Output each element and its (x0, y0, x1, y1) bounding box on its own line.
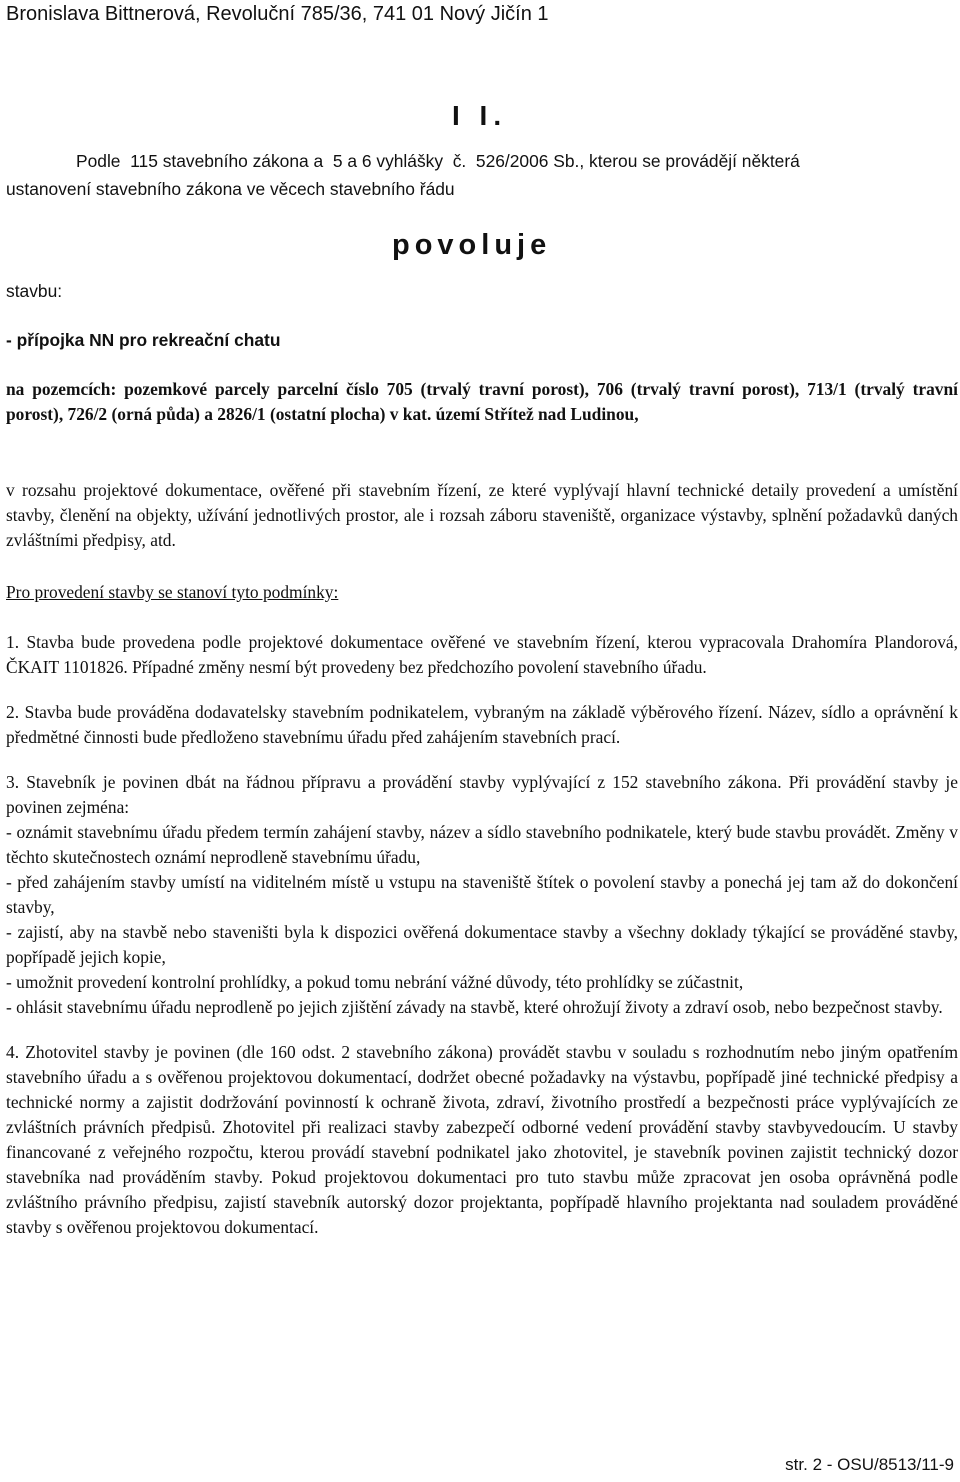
page-footer: str. 2 - OSU/8513/11-9 (785, 1455, 954, 1474)
header-address: Bronislava Bittnerová, Revoluční 785/36, 741 01 Nový Jičín 1 (6, 3, 549, 25)
legal-basis-line-1: Podle 115 stavebního zákona a 5 a 6 vyhlášky č. 526/2006 Sb., kterou se provádějí některá (76, 151, 800, 171)
legal-basis-line-2: ustanovení stavebního zákona ve věcech stavebního řádu (6, 179, 455, 199)
scope-paragraph: v rozsahu projektové dokumentace, ověřené při stavebním řízení, ze které vyplývají hlavní technické detaily provedení a umístění stavby, členění na objekty, užívání jednotlivých prostor, ale i rozsah záboru staveniště, organizace výstavby, splnění požadavků daných zvláštními předpisy, atd. (6, 480, 958, 550)
building-name: - přípojka NN pro rekreační chatu (6, 330, 281, 350)
parcel-location: na pozemcích: pozemkové parcely parcelní číslo 705 (trvalý travní porost), 706 (trvalý travní porost), 713/1 (trvalý travní porost), 726/2 (orná půda) a 2826/1 (ostatní plocha) v kat. území Střítež nad Ludinou, (6, 379, 958, 424)
conditions-heading: Pro provedení stavby se stanoví tyto podmínky: (6, 582, 339, 602)
condition-3-item: - oznámit stavebnímu úřadu předem termín zahájení stavby, název a sídlo stavebního podnikatele, který bude stavbu provádět. Změny v těchto skutečnostech oznámí neprodleně stavebnímu úřadu, (6, 822, 958, 867)
decision-word: povoluje (392, 229, 552, 261)
condition-4: 4. Zhotovitel stavby je povinen (dle 160 odst. 2 stavebního zákona) provádět stavbu v souladu s rozhodnutím nebo jiným opatřením stavebního úřadu a s ověřenou projektovou dokumentací, dodržet obecné požadavky na výstavbu, popřípadě jiné technické předpisy a technické normy a zajistit dodržování povinností k ochraně života, zdraví, životního prostředí a bezpečnosti práce vyplývajících ze zvláštních právních předpisů. Zhotovitel při realizaci stavby zabezpečí odborné vedení provádění stavby stavbyvedoucím. U stavby financované z veřejného rozpočtu, kterou provádí stavební podnikatel jako zhotovitel, je stavebník povinen zajistit technický dozor stavebníka nad prováděním stavby. Pokud projektovou dokumentaci pro tuto stavbu může zpracovat jen osoba oprávněná podle zvláštního právního předpisu, zajistí stavebník autorský dozor projektanta, popřípadě hlavního projektanta nad souladem prováděné stavby s ověřenou projektovou dokumentací. (6, 1042, 958, 1237)
section-number: I I. (452, 100, 508, 131)
condition-3-item: - zajistí, aby na stavbě nebo staveništi byla k dispozici ověřená dokumentace stavby a všechny doklady týkající se prováděné stavby, popřípadě jejich kopie, (6, 922, 958, 967)
condition-3-item: - ohlásit stavebnímu úřadu neprodleně po jejich zjištění závady na stavbě, které ohrožují životy a zdraví osob, nebo bezpečnost stavby. (6, 997, 943, 1017)
condition-3 (6, 770, 958, 1020)
condition-2: 2. Stavba bude prováděna dodavatelsky stavebním podnikatelem, vybraným na základě výběrového řízení. Název, sídlo a oprávnění k předmětné činnosti bude předloženo stavebnímu úřadu před zahájením stavebních prací. (6, 702, 958, 747)
condition-1: 1. Stavba bude provedena podle projektové dokumentace ověřené ve stavebním řízení, kterou vypracovala Drahomíra Plandorová, ČKAIT 1101826. Případné změny nesmí být provedeny bez předchozího povolení stavebního úřadu. (6, 632, 958, 677)
stavbu-label: stavbu: (6, 281, 63, 301)
condition-3-item: - umožnit provedení kontrolní prohlídky, a pokud tomu nebrání vážné důvody, této prohlídky se zúčastnit, (6, 972, 744, 992)
condition-3-item: - před zahájením stavby umístí na viditelném místě u vstupu na staveniště štítek o povolení stavby a ponechá jej tam až do dokončení stavby, (6, 872, 958, 917)
legal-basis (6, 147, 958, 203)
conditions-list (6, 630, 958, 1260)
condition-3-intro: 3. Stavebník je povinen dbát na řádnou přípravu a provádění stavby vyplývající z 152 stavebního zákona. Při provádění stavby je povinen zejména: (6, 772, 958, 817)
